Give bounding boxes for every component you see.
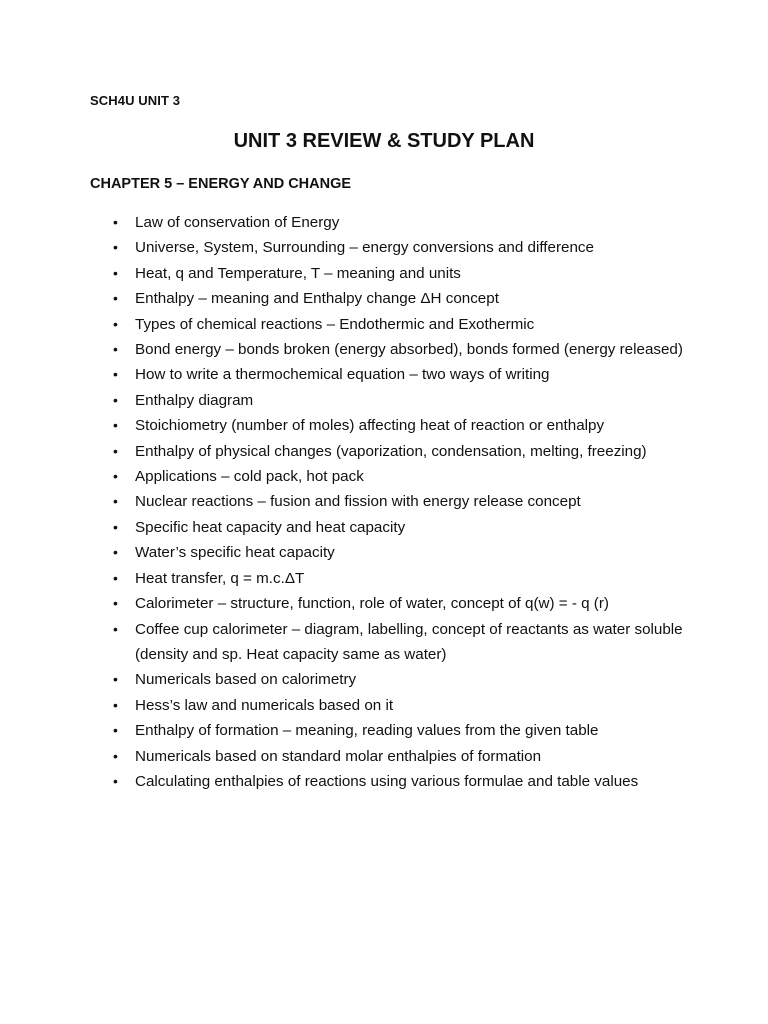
list-item-text: Calculating enthalpies of reactions using various formulae and table values xyxy=(135,772,639,790)
list-item xyxy=(90,464,690,489)
bullet-icon: • xyxy=(113,264,118,281)
list-item-text: Universe, System, Surrounding – energy conversions and difference xyxy=(135,239,594,257)
list-item xyxy=(90,769,690,794)
list-item xyxy=(90,566,690,591)
list-item xyxy=(90,667,690,692)
list-item-text: Types of chemical reactions – Endothermic and Exothermic xyxy=(135,315,535,333)
list-item-text: Heat transfer, q = m.c.ΔT xyxy=(135,569,305,587)
list-item xyxy=(90,388,690,413)
bullet-icon: • xyxy=(113,722,118,739)
bullet-icon: • xyxy=(113,366,118,383)
list-item xyxy=(90,261,690,286)
topic-list xyxy=(90,210,690,794)
bullet-icon: • xyxy=(113,290,118,307)
list-item xyxy=(90,286,690,311)
bullet-icon: • xyxy=(113,341,118,358)
list-item-text: Calorimeter – structure, function, role of water, concept of q(w) = - q (r) xyxy=(135,595,609,613)
bullet-icon: • xyxy=(113,468,118,485)
bullet-icon: • xyxy=(113,747,118,764)
list-item-text: Enthalpy diagram xyxy=(135,391,254,409)
chapter-heading: CHAPTER 5 – ENERGY AND CHANGE xyxy=(90,176,352,192)
list-item xyxy=(90,718,690,743)
list-item-text: How to write a thermochemical equation – two ways of writing xyxy=(135,366,550,384)
course-code: SCH4U UNIT 3 xyxy=(90,93,181,108)
list-item-text: Heat, q and Temperature, T – meaning and units xyxy=(135,264,461,282)
bullet-icon: • xyxy=(113,620,118,637)
bullet-icon: • xyxy=(113,391,118,408)
list-item-text: Specific heat capacity and heat capacity xyxy=(135,518,406,536)
list-item xyxy=(90,489,690,514)
list-item xyxy=(90,337,690,362)
page-title: UNIT 3 REVIEW & STUDY PLAN xyxy=(233,130,535,152)
bullet-icon: • xyxy=(113,315,118,332)
bullet-icon: • xyxy=(113,417,118,434)
list-item xyxy=(90,744,690,769)
bullet-icon: • xyxy=(113,442,118,459)
list-item xyxy=(90,210,690,235)
bullet-icon: • xyxy=(113,493,118,510)
list-item-text: Enthalpy of physical changes (vaporization, condensation, melting, freezing) xyxy=(135,442,647,460)
list-item-text: Water’s specific heat capacity xyxy=(135,544,335,562)
list-item-text: Bond energy – bonds broken (energy absorbed), bonds formed (energy released) xyxy=(135,341,683,359)
list-item-text: Stoichiometry (number of moles) affecting heat of reaction or enthalpy xyxy=(135,417,605,435)
bullet-icon: • xyxy=(113,214,118,230)
bullet-icon: • xyxy=(113,518,118,535)
list-item-text: Enthalpy of formation – meaning, reading values from the given table xyxy=(135,722,599,740)
list-item xyxy=(90,591,690,616)
bullet-icon: • xyxy=(113,569,118,586)
list-item xyxy=(90,617,690,668)
list-item xyxy=(90,515,690,540)
list-item xyxy=(90,540,690,565)
list-item-text: Numericals based on standard molar enthalpies of formation xyxy=(135,747,542,765)
list-item xyxy=(90,235,690,260)
list-item-text: Law of conservation of Energy xyxy=(135,214,340,231)
bullet-icon: • xyxy=(113,544,118,561)
bullet-icon: • xyxy=(113,772,118,789)
list-item-text: Hess’s law and numericals based on it xyxy=(135,696,394,714)
list-item xyxy=(90,312,690,337)
list-item xyxy=(90,362,690,387)
list-item-text: Applications – cold pack, hot pack xyxy=(135,468,364,486)
list-item-text: Coffee cup calorimeter – diagram, labelling, concept of reactants as water soluble (density and sp. Heat capacity same as water) xyxy=(135,620,683,663)
list-item xyxy=(90,413,690,438)
bullet-icon: • xyxy=(113,239,118,256)
list-item-text: Enthalpy – meaning and Enthalpy change ΔH concept xyxy=(135,290,499,308)
list-item-text: Nuclear reactions – fusion and fission with energy release concept xyxy=(135,493,581,511)
bullet-icon: • xyxy=(113,671,118,688)
bullet-icon: • xyxy=(113,595,118,612)
list-item-text: Numericals based on calorimetry xyxy=(135,671,357,689)
list-item xyxy=(90,693,690,718)
bullet-icon: • xyxy=(113,696,118,713)
list-item xyxy=(90,439,690,464)
